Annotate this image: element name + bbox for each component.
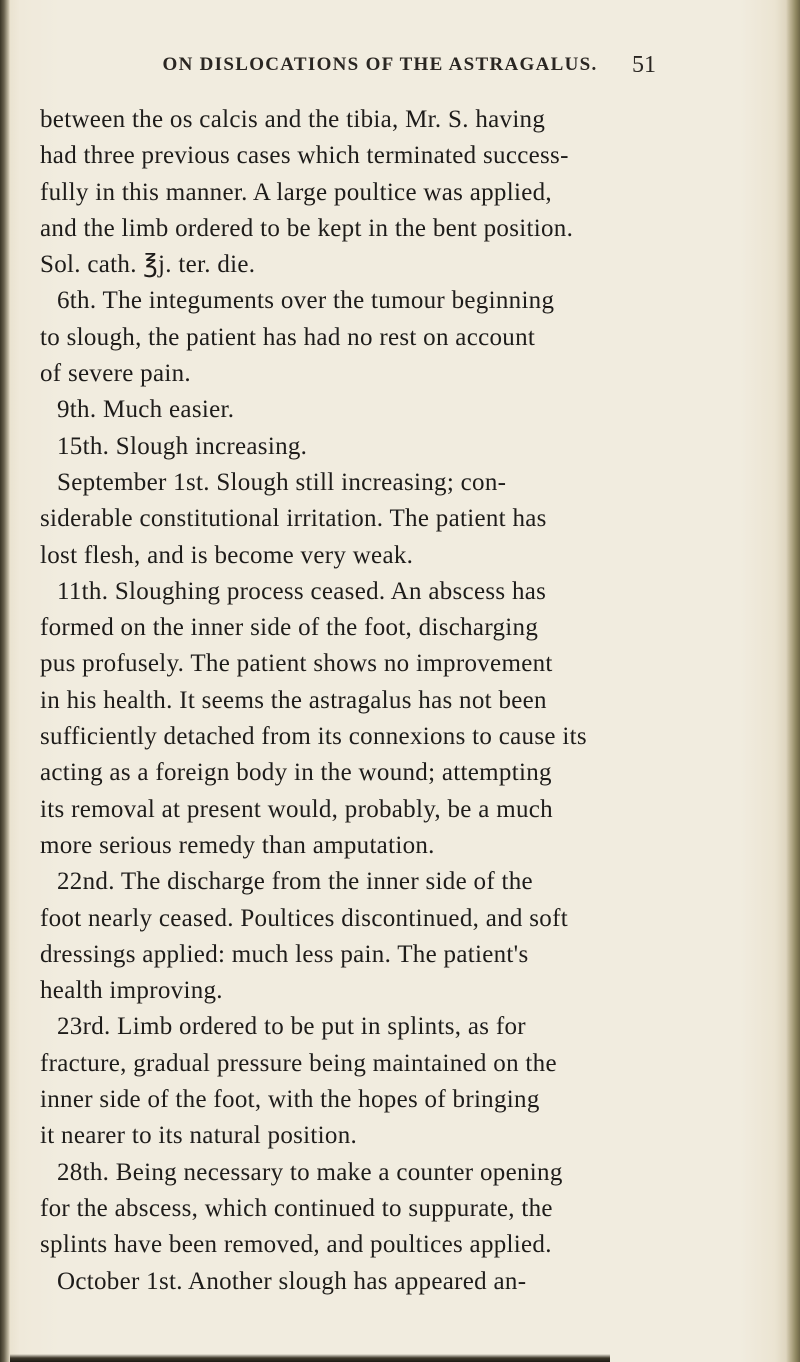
text-line: fully in this manner. A large poultice was applied, — [40, 178, 552, 206]
text-line: lost flesh, and is become very weak. — [40, 541, 414, 569]
text-line: acting as a foreign body in the wound; attempting — [40, 759, 552, 787]
text-line: 11th. Sloughing process ceased. An abscess has — [57, 577, 547, 605]
page-edge-shadow — [786, 0, 800, 1362]
text-line: for the abscess, which continued to suppurate, the — [40, 1194, 553, 1222]
text-line: siderable constitutional irritation. The patient has — [40, 505, 547, 533]
text-line: Sol. cath. ℥j. ter. die. — [40, 251, 256, 279]
text-line: formed on the inner side of the foot, discharging — [40, 614, 539, 642]
body-text — [40, 102, 680, 1300]
running-head — [0, 54, 800, 90]
text-line: health improving. — [40, 977, 223, 1005]
text-line: it nearer to its natural position. — [40, 1122, 358, 1150]
text-line: 9th. Much easier. — [57, 396, 235, 424]
text-line: foot nearly ceased. Poultices discontinued, and soft — [40, 904, 568, 932]
text-line: of severe pain. — [40, 360, 191, 388]
text-line: fracture, gradual pressure being maintained on the — [40, 1049, 557, 1077]
text-line: sufficiently detached from its connexions to cause its — [40, 723, 587, 751]
text-line: 22nd. The discharge from the inner side of the — [57, 868, 533, 896]
page-number: 51 — [632, 52, 656, 78]
text-line: inner side of the foot, with the hopes of bringing — [40, 1086, 540, 1114]
text-line: more serious remedy than amputation. — [40, 831, 435, 859]
text-line: between the os calcis and the tibia, Mr. S. having — [40, 106, 546, 133]
text-line: and the limb ordered to be kept in the bent position. — [40, 214, 574, 242]
text-line: in his health. It seems the astragalus has not been — [40, 686, 547, 714]
running-title: ON DISLOCATIONS OF THE ASTRAGALUS. — [162, 54, 598, 75]
text-line: October 1st. Another slough has appeared an- — [57, 1267, 527, 1295]
text-line: 6th. The integuments over the tumour beginning — [57, 287, 555, 315]
text-line: 23rd. Limb ordered to be put in splints, as for — [57, 1013, 526, 1041]
text-line: dressings applied: much less pain. The patient's — [40, 940, 529, 968]
text-line: its removal at present would, probably, be a much — [40, 795, 553, 823]
text-line: 28th. Being necessary to make a counter opening — [57, 1158, 563, 1186]
text-line: to slough, the patient has had no rest on account — [40, 323, 536, 351]
text-line: 15th. Slough increasing. — [57, 432, 308, 460]
text-line: splints have been removed, and poultices applied. — [40, 1231, 552, 1259]
page-bottom-shadow — [10, 1354, 610, 1362]
page-binding-shadow — [0, 0, 10, 1362]
text-line: had three previous cases which terminated success- — [40, 142, 569, 170]
text-line: September 1st. Slough still increasing; con- — [57, 468, 507, 496]
text-line: pus profusely. The patient shows no improvement — [40, 650, 553, 678]
